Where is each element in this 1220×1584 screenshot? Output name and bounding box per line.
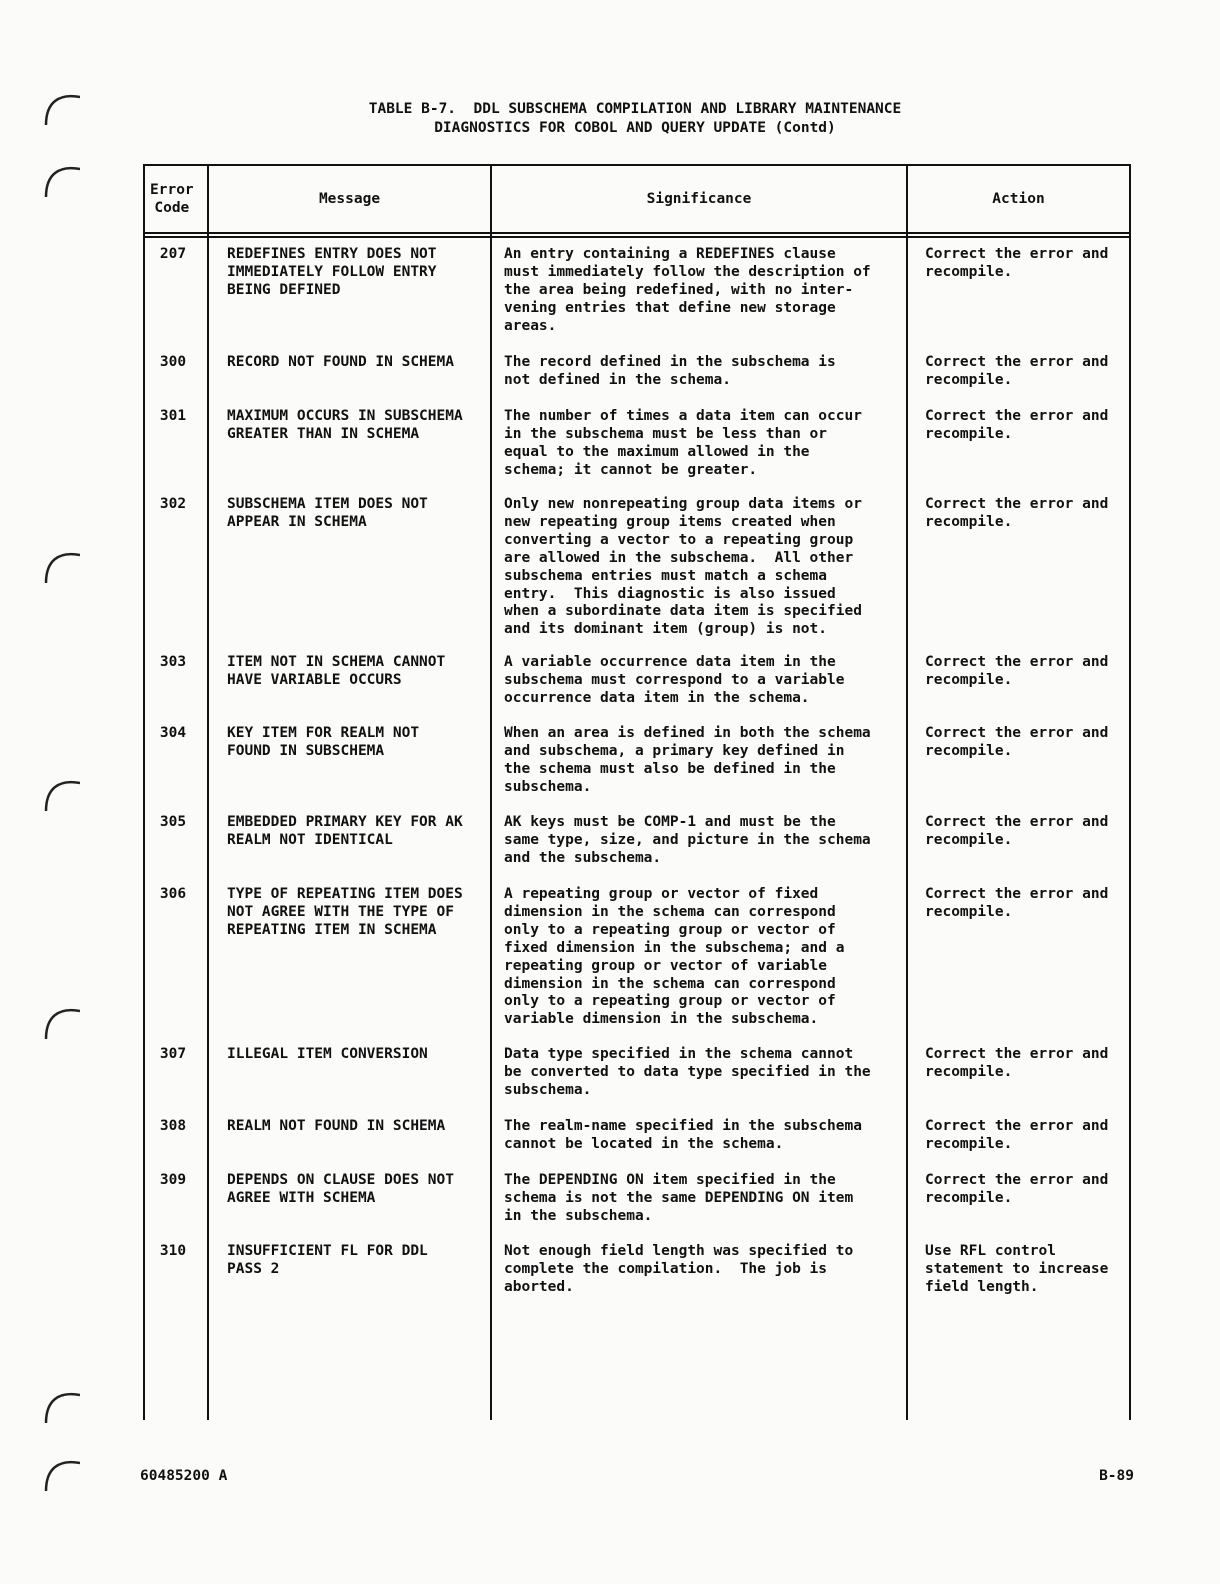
action-text: Correct the error and recompile.: [925, 725, 1109, 759]
diagnostics-table: [143, 164, 1131, 1420]
message-text: REDEFINES ENTRY DOES NOT IMMEDIATELY FOLLOW ENTRY BEING DEFINED: [227, 246, 437, 298]
message-text: KEY ITEM FOR REALM NOT FOUND IN SUBSCHEMA: [227, 725, 420, 759]
message-text: ITEM NOT IN SCHEMA CANNOT HAVE VARIABLE OCCURS: [227, 654, 446, 688]
significance-text: AK keys must be COMP-1 and must be the same type, size, and picture in the schema and the subschema.: [504, 814, 871, 866]
action-text: Correct the error and recompile.: [925, 886, 1109, 920]
error-code: 305: [159, 814, 187, 830]
table-title-line-2: DIAGNOSTICS FOR COBOL AND QUERY UPDATE (Contd): [434, 120, 836, 136]
significance-text: Not enough field length was specified to complete the compilation. The job is aborted.: [504, 1243, 854, 1295]
error-code: 308: [159, 1118, 187, 1134]
significance-text: When an area is defined in both the schema and subschema, a primary key defined in the schema must also be defined in the subschema.: [504, 725, 871, 795]
message-text: RECORD NOT FOUND IN SCHEMA: [227, 354, 454, 370]
column-border: [143, 164, 145, 1420]
punch-hole-icon: [40, 1383, 80, 1423]
error-code: 304: [159, 725, 187, 741]
punch-hole-icon: [40, 1451, 80, 1491]
column-border: [490, 164, 492, 1420]
message-text: TYPE OF REPEATING ITEM DOES NOT AGREE WITH THE TYPE OF REPEATING ITEM IN SCHEMA: [227, 886, 463, 938]
punch-hole-icon: [40, 157, 80, 197]
column-border: [1129, 164, 1131, 1420]
action-text: Correct the error and recompile.: [925, 654, 1109, 688]
table-title: [0, 100, 1220, 138]
significance-text: A variable occurrence data item in the subschema must correspond to a variable occurrence data item in the schema.: [504, 654, 845, 706]
action-text: Correct the error and recompile.: [925, 408, 1109, 442]
message-text: EMBEDDED PRIMARY KEY FOR AK REALM NOT IDENTICAL: [227, 814, 463, 848]
error-code: 302: [159, 496, 187, 512]
action-text: Correct the error and recompile.: [925, 1172, 1109, 1206]
significance-text: Data type specified in the schema cannot be converted to data type specified in the subschema.: [504, 1046, 871, 1098]
significance-text: The number of times a data item can occur in the subschema must be less than or equal to the maximum allowed in the schema; it cannot be greater.: [504, 408, 862, 478]
error-code: 303: [159, 654, 187, 670]
action-text: Correct the error and recompile.: [925, 354, 1109, 388]
message-text: MAXIMUM OCCURS IN SUBSCHEMA GREATER THAN IN SCHEMA: [227, 408, 463, 442]
error-code: 207: [159, 246, 187, 262]
header-message: Message: [318, 191, 381, 207]
significance-text: Only new nonrepeating group data items or new repeating group items created when converting a vector to a repeating group are allowed in the subschema. All other subschema entries must match a schema entry. This diagnostic is also issued when a subordinate data item is specified and its dominant item (group) is not.: [504, 496, 862, 638]
table-title-line-1: TABLE B-7. DDL SUBSCHEMA COMPILATION AND LIBRARY MAINTENANCE: [368, 101, 902, 117]
column-border: [207, 164, 209, 1420]
error-code: 306: [159, 886, 187, 902]
significance-text: An entry containing a REDEFINES clause must immediately follow the description of the area being redefined, with no inter- vening entries that define new storage areas.: [504, 246, 871, 334]
punch-hole-icon: [40, 999, 80, 1039]
message-text: DEPENDS ON CLAUSE DOES NOT AGREE WITH SCHEMA: [227, 1172, 454, 1206]
action-text: Correct the error and recompile.: [925, 1118, 1109, 1152]
error-code: 309: [159, 1172, 187, 1188]
message-text: SUBSCHEMA ITEM DOES NOT APPEAR IN SCHEMA: [227, 496, 428, 530]
error-code: 300: [159, 354, 187, 370]
header-divider: [143, 236, 1131, 238]
significance-text: The DEPENDING ON item specified in the schema is not the same DEPENDING ON item in the subschema.: [504, 1172, 854, 1224]
header-significance: Significance: [646, 191, 752, 207]
error-code: 307: [159, 1046, 187, 1062]
message-text: INSUFFICIENT FL FOR DDL PASS 2: [227, 1243, 428, 1277]
error-code: 301: [159, 408, 187, 424]
document-number: 60485200 A: [140, 1468, 228, 1484]
message-text: ILLEGAL ITEM CONVERSION: [227, 1046, 428, 1062]
significance-text: The realm-name specified in the subschema cannot be located in the schema.: [504, 1118, 862, 1152]
error-code: 310: [159, 1243, 187, 1259]
significance-text: A repeating group or vector of fixed dimension in the schema can correspond only to a repeating group or vector of fixed dimension in the subschema; and a repeating group or vector of variable dimension in the schema can correspond only to a repeating group or vector of variable dimension in the subschema.: [504, 886, 845, 1028]
header-error-code: Error Code: [150, 182, 194, 216]
punch-hole-icon: [40, 543, 80, 583]
page-number: B-89: [1099, 1468, 1134, 1484]
punch-hole-icon: [40, 771, 80, 811]
header-divider: [143, 232, 1131, 234]
action-text: Use RFL control statement to increase field length.: [925, 1243, 1109, 1295]
significance-text: The record defined in the subschema is not defined in the schema.: [504, 354, 836, 388]
column-border: [906, 164, 908, 1420]
action-text: Correct the error and recompile.: [925, 246, 1109, 280]
action-text: Correct the error and recompile.: [925, 1046, 1109, 1080]
action-text: Correct the error and recompile.: [925, 814, 1109, 848]
action-text: Correct the error and recompile.: [925, 496, 1109, 530]
header-action: Action: [992, 191, 1045, 207]
message-text: REALM NOT FOUND IN SCHEMA: [227, 1118, 446, 1134]
